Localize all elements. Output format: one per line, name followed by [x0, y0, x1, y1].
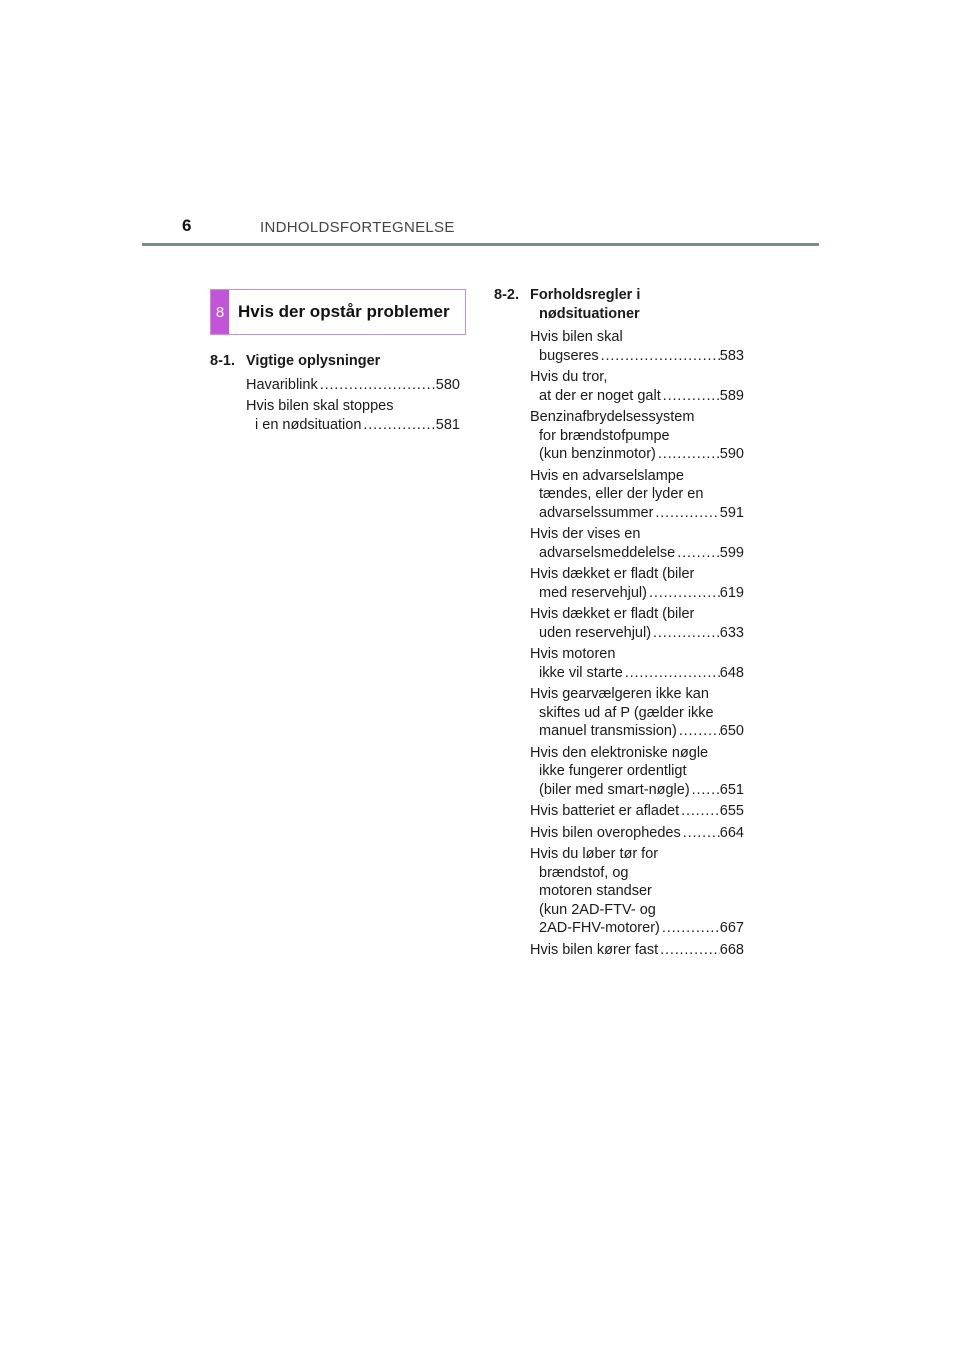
toc-page-number: 655 [719, 803, 744, 819]
toc-entry-line: bugseres [539, 347, 599, 364]
toc-page-number: 581 [435, 416, 460, 433]
toc-entry[interactable] [530, 408, 744, 464]
toc-entry-row [530, 781, 744, 800]
toc-entry[interactable] [530, 685, 744, 741]
toc-entry-line: (kun 2AD-FTV- og [539, 901, 656, 918]
toc-entry-row [530, 445, 744, 464]
section-number: 8-2. [494, 287, 519, 303]
toc-page-number: 651 [719, 781, 744, 798]
toc-entry[interactable] [530, 525, 744, 562]
toc-page-number: 650 [719, 723, 744, 739]
toc-page-number: 589 [719, 387, 744, 404]
toc-entry-line: Hvis dækket er fladt (biler [530, 606, 695, 622]
toc-entry-row [530, 387, 744, 406]
toc-entry-line: motoren standser [539, 883, 652, 899]
dot-leader [679, 802, 720, 821]
section-number: 8-1. [210, 353, 235, 369]
section-title [530, 286, 744, 323]
toc-entry-line: Hvis motoren [530, 646, 616, 662]
toc-entry-line: Hvis du løber tør for [530, 846, 659, 862]
toc-entry-line: Hvis der vises en [530, 526, 641, 542]
toc-entry[interactable] [530, 467, 744, 523]
toc-entry-line: Hvis den elektroniske nøgle [530, 744, 709, 761]
toc-page-number: 580 [435, 376, 460, 393]
toc-page-number: 648 [719, 664, 744, 681]
toc-entry[interactable] [530, 941, 744, 960]
section-title [246, 352, 460, 371]
section-heading [494, 286, 744, 323]
toc-entry-line: 2AD-FHV-motorer) [539, 920, 660, 936]
toc-entry-line: ikke fungerer ordentligt [539, 763, 687, 779]
page-title: INDHOLDSFORTEGNELSE [260, 219, 455, 236]
toc-page-number: 664 [719, 824, 744, 841]
toc-entry[interactable] [530, 744, 744, 800]
toc-entry-row [530, 624, 744, 643]
toc-entry-line: advarselsmeddelelse [539, 544, 676, 561]
toc-entry[interactable] [246, 397, 460, 434]
toc-entry-line: Havariblink [246, 376, 318, 393]
dot-leader [690, 781, 720, 800]
dot-leader [647, 584, 720, 603]
toc-entry-row [530, 722, 744, 741]
dot-leader [660, 919, 720, 938]
toc-entry-line: skiftes ud af P (gælder ikke [539, 704, 714, 721]
dot-leader [361, 416, 435, 435]
toc-entry-line: Hvis en advarselslampe [530, 467, 684, 484]
toc-entry-line: (biler med smart-nøgle) [539, 781, 690, 798]
toc-entry-row [530, 919, 744, 938]
section-title-line: nødsituationer [539, 305, 640, 322]
toc-page-number: 619 [719, 584, 744, 601]
toc-entry-line: Hvis du tror, [530, 369, 608, 385]
toc-entry-row [530, 544, 744, 563]
section-heading [210, 352, 460, 371]
toc-entry-line: Benzinafbrydelsessystem [530, 409, 695, 425]
toc-entry[interactable] [530, 645, 744, 682]
toc-entry-line: med reservehjul) [539, 584, 647, 601]
toc-entry-line: brændstof, og [539, 864, 629, 881]
toc-entry[interactable] [530, 565, 744, 602]
page-header [0, 0, 960, 250]
toc-entry-row [530, 347, 744, 366]
toc-entry-row [246, 416, 460, 435]
dot-leader [661, 387, 720, 406]
toc-entry-row [530, 664, 744, 683]
toc-page-number: 633 [719, 624, 744, 641]
toc-entry-line: Hvis dækket er fladt (biler [530, 566, 695, 582]
page-number: 6 [182, 216, 192, 235]
toc-entry-line: advarselssummer [539, 504, 654, 521]
toc-entry-line: Hvis bilen skal stoppes [246, 398, 394, 414]
toc-entry-row [530, 824, 744, 843]
toc-entry[interactable] [530, 845, 744, 938]
dot-leader [651, 624, 720, 643]
dot-leader [681, 824, 720, 843]
toc-entry[interactable] [530, 368, 744, 405]
dot-leader [599, 347, 720, 366]
toc-page-number: 583 [719, 347, 744, 364]
toc-column-right [494, 286, 744, 962]
dot-leader [653, 504, 719, 523]
toc-entry[interactable] [530, 328, 744, 365]
dot-leader [675, 544, 720, 563]
chapter-heading [210, 289, 466, 335]
toc-page-number: 668 [719, 941, 744, 958]
dot-leader [656, 445, 720, 464]
toc-entry-line: for brændstofpumpe [539, 427, 670, 444]
toc-page-number: 667 [719, 920, 744, 936]
chapter-title: Hvis der opstår problemer [238, 302, 450, 321]
toc-entry[interactable] [530, 802, 744, 821]
dot-leader [623, 664, 720, 683]
chapter-number-tab: 8 [211, 290, 229, 334]
toc-entry-line: Hvis batteriet er afladet [530, 803, 680, 819]
toc-page-number: 590 [719, 446, 744, 462]
toc-entry-line: ikke vil starte [539, 664, 623, 681]
toc-column-left [210, 352, 460, 437]
toc-entry-row [246, 376, 460, 395]
toc-entry-line: tændes, eller der lyder en [539, 486, 704, 502]
toc-entry-row [530, 802, 744, 821]
dot-leader [677, 722, 720, 741]
toc-entry[interactable] [530, 824, 744, 843]
toc-entry-line: Hvis bilen kører fast [530, 941, 659, 958]
toc-entry-line: Hvis bilen overophedes [530, 824, 681, 841]
toc-entry-line: Hvis gearvælgeren ikke kan [530, 686, 709, 702]
section-title-line: Forholdsregler i [530, 287, 641, 303]
section-title-line: Vigtige oplysninger [246, 353, 381, 369]
toc-entry[interactable] [246, 376, 460, 395]
toc-entry-line: i en nødsituation [255, 416, 362, 433]
toc-page-number: 591 [719, 504, 744, 521]
toc-entry-row [530, 584, 744, 603]
toc-entry-row [530, 504, 744, 523]
header-divider [142, 243, 819, 246]
toc-entry-row [530, 941, 744, 960]
toc-page-number: 599 [719, 544, 744, 561]
toc-entry-line: (kun benzinmotor) [539, 446, 656, 462]
toc-entry-line: uden reservehjul) [539, 624, 652, 641]
dot-leader [318, 376, 436, 395]
toc-entry-line: Hvis bilen skal [530, 329, 623, 345]
dot-leader [658, 941, 720, 960]
toc-entry[interactable] [530, 605, 744, 642]
toc-entry-line: manuel transmission) [539, 723, 677, 739]
toc-entry-line: at der er noget galt [539, 387, 661, 404]
